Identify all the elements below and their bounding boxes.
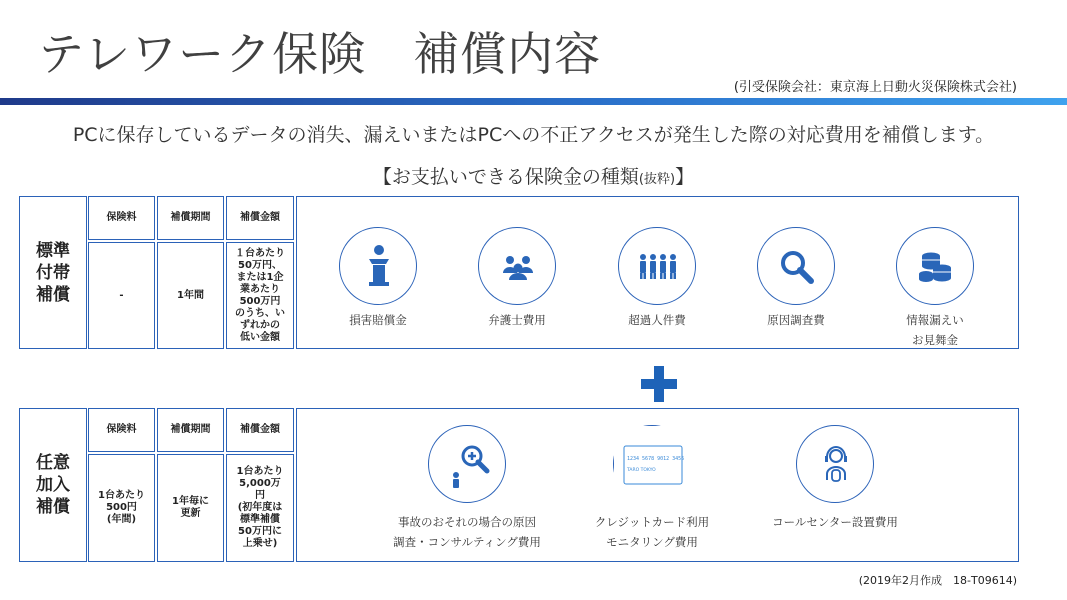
- coverage-label-credit-monitoring: クレジットカード利用 モニタリング費用: [594, 515, 710, 549]
- people-group-icon: [478, 227, 556, 305]
- credit-card-icon: [613, 425, 691, 503]
- standard-header-premium: 保険料: [88, 196, 155, 240]
- standard-amount-value: １台あたり 50万円、 または1企 業あたり 500万円 のうち、い ずれかの 低い金額: [226, 242, 294, 349]
- headset-operator-icon: [796, 425, 874, 503]
- coins-icon: [896, 227, 974, 305]
- optional-coverage-label: 任意 加入 補償: [19, 408, 87, 562]
- subheading-text: 【お支払いできる保険金の種類: [372, 166, 639, 188]
- coverage-label-overtime: 超過人件費: [628, 313, 686, 327]
- standard-header-amount: 補償金額: [226, 196, 294, 240]
- standard-coverage-label: 標準 付帯 補償: [19, 196, 87, 349]
- optional-premium-value: 1台あたり 500円 (年間): [88, 454, 155, 562]
- plus-icon: [641, 366, 677, 402]
- coverage-label-investigation: 原因調査費: [767, 313, 825, 327]
- coverage-label-precaution-investigation: 事故のおそれの場合の原因 調査・コンサルティング費用: [393, 515, 541, 549]
- page-title: テレワーク保険 補償内容: [38, 27, 602, 81]
- section-subheading: [0, 162, 1067, 189]
- coverage-label-consolation: 情報漏えい お見舞金: [906, 313, 964, 347]
- header-divider-bar: [0, 98, 1067, 105]
- insurer-note: (引受保険会社：東京海上日動火災保険株式会社): [733, 80, 1017, 95]
- optional-amount-value: 1台あたり 5,000万 円 (初年度は 標準補償 50万円に 上乗せ): [226, 454, 294, 562]
- document-footnote: (2019年2月作成 18-T09614): [858, 574, 1017, 587]
- optional-period-value: 1年毎に 更新: [157, 454, 224, 562]
- standard-period-value: 1年間: [157, 242, 224, 349]
- subheading-note: (抜粋): [638, 172, 676, 187]
- card-name-text: TARO TOKYO: [627, 468, 656, 473]
- coverage-label-damages: 損害賠償金: [349, 313, 407, 327]
- coverage-summary: PCに保存しているデータの消失、漏えいまたはPCへの不正アクセスが発生した際の対応費用を補償します。: [72, 124, 995, 146]
- standard-premium-value: -: [88, 242, 155, 349]
- optional-header-premium: 保険料: [88, 408, 155, 452]
- coverage-label-legal-fees: 弁護士費用: [488, 313, 546, 327]
- optional-header-period: 補償期間: [157, 408, 224, 452]
- optional-header-amount: 補償金額: [226, 408, 294, 452]
- standard-header-period: 補償期間: [157, 196, 224, 240]
- podium-icon: [339, 227, 417, 305]
- person-search-icon: [428, 425, 506, 503]
- card-number-text: 1234 5678 9012 3456: [627, 456, 685, 462]
- magnifier-icon: [757, 227, 835, 305]
- subheading-close: 】: [675, 166, 695, 188]
- coverage-label-call-center: コールセンター設置費用: [772, 515, 898, 529]
- workforce-icon: [618, 227, 696, 305]
